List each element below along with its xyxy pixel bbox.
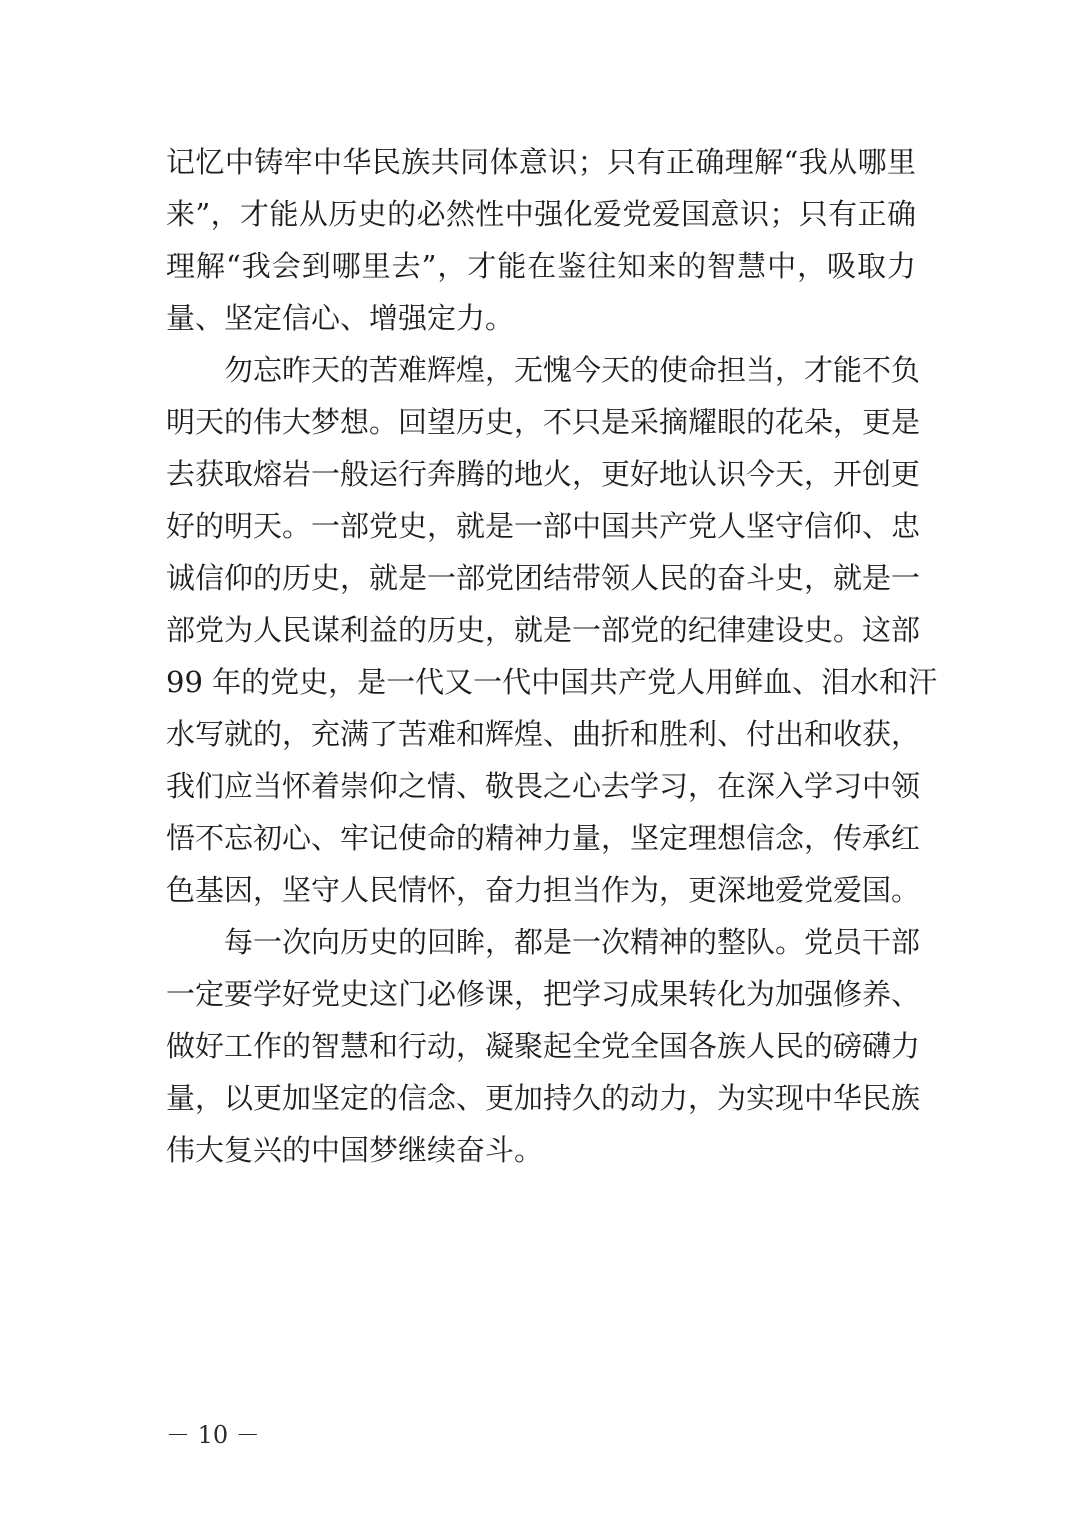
text-line: 一定要学好党史这门必修课，把学习成果转化为加强修养、: [166, 977, 921, 1011]
paragraph-first-line: 勿忘昨天的苦难辉煌，无愧今天的使命担当，才能不负: [166, 353, 921, 387]
text-line: 来”，才能从历史的必然性中强化爱党爱国意识；只有正确: [166, 197, 916, 231]
text-line: 部党为人民谋利益的历史，就是一部党的纪律建设史。这部: [166, 613, 921, 647]
text-line: 去获取熔岩一般运行奔腾的地火，更好地认识今天，开创更: [166, 457, 921, 491]
text-line: 量，以更加坚定的信念、更加持久的动力，为实现中华民族: [166, 1081, 921, 1115]
text-line: 99 年的党史，是一代又一代中国共产党人用鲜血、泪水和汗: [166, 665, 938, 699]
text-line: 诚信仰的历史，就是一部党团结带领人民的奋斗史，就是一: [166, 561, 921, 595]
text-line: 记忆中铸牢中华民族共同体意识；只有正确理解“我从哪里: [166, 145, 916, 179]
text-line: 量、坚定信心、增强定力。: [166, 301, 515, 335]
page-number: － 10 －: [166, 1421, 260, 1449]
text-line: 理解“我会到哪里去”，才能在鉴往知来的智慧中，吸取力: [166, 249, 916, 283]
text-line: 色基因，坚守人民情怀，奋力担当作为，更深地爱党爱国。: [166, 873, 921, 907]
text-line: 做好工作的智慧和行动，凝聚起全党全国各族人民的磅礴力: [166, 1029, 921, 1063]
text-line: 伟大复兴的中国梦继续奋斗。: [166, 1133, 544, 1167]
text-line: 水写就的，充满了苦难和辉煌、曲折和胜利、付出和收获，: [166, 717, 921, 751]
text-line: 明天的伟大梦想。回望历史，不只是采摘耀眼的花朵，更是: [166, 405, 921, 439]
paragraph-first-line: 每一次向历史的回眸，都是一次精神的整队。党员干部: [166, 925, 921, 959]
text-line: 好的明天。一部党史，就是一部中国共产党人坚守信仰、忠: [166, 509, 921, 543]
text-line: 悟不忘初心、牢记使命的精神力量，坚定理想信念，传承红: [166, 821, 921, 855]
text-line: 我们应当怀着崇仰之情、敬畏之心去学习，在深入学习中领: [166, 769, 921, 803]
